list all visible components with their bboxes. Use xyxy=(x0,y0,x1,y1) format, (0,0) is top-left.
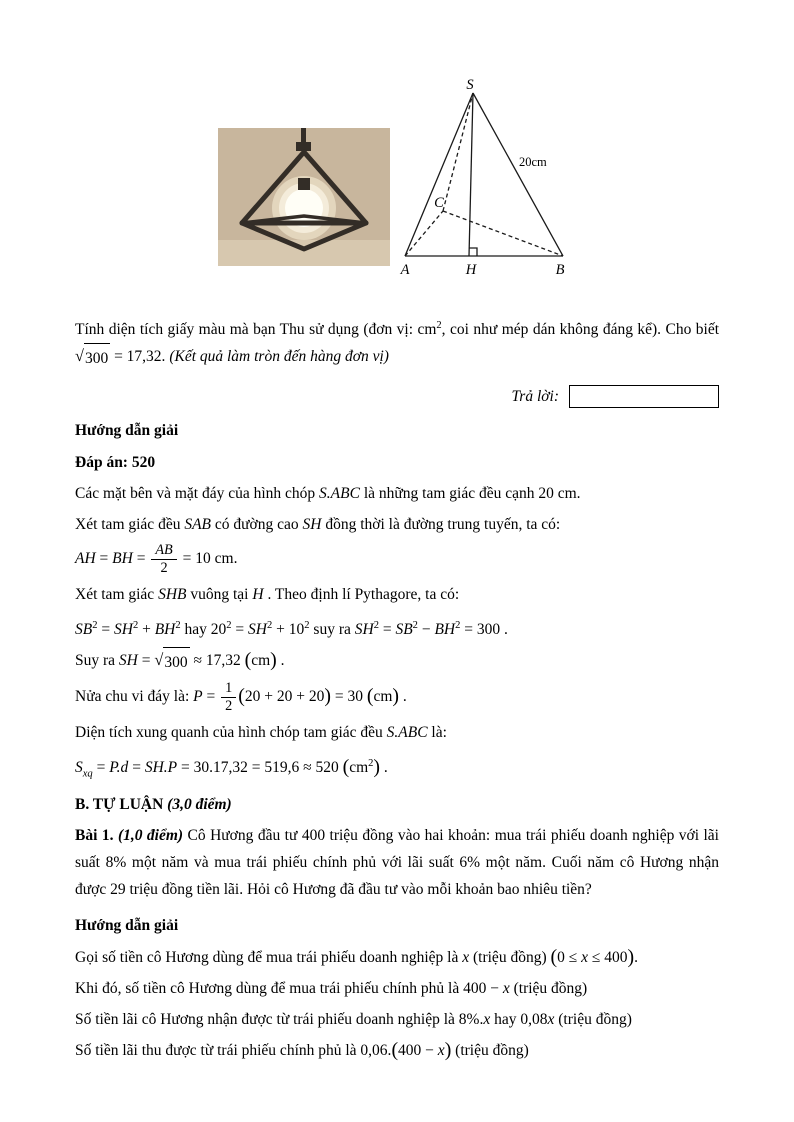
question-text: Tính diện tích giấy màu mà bạn Thu sử dụng (đơn vị: $cm^2$, coi như mép dán không đáng kể). Cho biết √ 300 = 17,32. (Kết quả làm tròn đến hàng đơn vị) xyxy=(75,312,719,372)
pyramid-label-s: S xyxy=(466,78,474,93)
bai1-solution-line-1: Gọi số tiền cô Hương dùng để mua trái phiếu doanh nghiệp là x (triệu đồng) (0 ≤ x ≤ 400). xyxy=(75,945,638,968)
answer-input-box[interactable] xyxy=(569,385,719,408)
section-b-heading: B. TỰ LUẬN (3,0 điểm) xyxy=(75,795,232,813)
pyramid-label-c: C xyxy=(434,195,444,211)
figure-area xyxy=(75,0,719,302)
bai1-solution-line-4: Số tiền lãi thu được từ trái phiếu chính phủ là 0,06.(400 − x) (triệu đồng) xyxy=(75,1038,529,1061)
solution-line-5: $SB^2 = SH^2 + BH^2$ hay $20^2 = SH^2 + 10^2$ suy ra $SH^2 = SB^2 - BH^2 = 300$ . xyxy=(75,619,508,638)
solution-line-2: Xét tam giác đều SAB có đường cao SH đồng thời là đường trung tuyến, ta có: xyxy=(75,516,561,534)
solution-heading-1: Hướng dẫn giải xyxy=(75,422,179,440)
pyramid-label-b: B xyxy=(555,262,565,278)
answer-row xyxy=(75,385,719,408)
right-angle-mark xyxy=(469,248,477,256)
solution-heading-2: Hướng dẫn giải xyxy=(75,916,179,934)
pyramid-hidden-edges xyxy=(405,93,563,256)
solution-line-3: AH = BH = $\frac{AB}{2}$ = 10 cm. xyxy=(75,542,238,576)
pyramid-diagram xyxy=(397,78,577,283)
solution-line-6: Suy ra SH = √ 300 ≈ 17,32 (cm) . xyxy=(75,647,719,676)
lamp-photo xyxy=(218,128,390,266)
bai1-solution-line-3: Số tiền lãi cô Hương nhận được từ trái phiếu doanh nghiệp là 8%.x hay 0,08x (triệu đồng) xyxy=(75,1010,632,1028)
pyramid-edge-length-label: 20cm xyxy=(519,155,547,169)
pyramid-label-a: A xyxy=(400,262,410,278)
bai1-solution-line-2: Khi đó, số tiền cô Hương dùng để mua trái phiếu chính phủ là 400 − x (triệu đồng) xyxy=(75,979,588,997)
solution-line-9: $S_{xq} = P.d = SH.P = 30.17,32 = 519,6 \approx 520$ $(cm^2)$ . xyxy=(75,755,388,779)
solution-line-7: Nửa chu vi đáy là: P = $\frac{1}{2}$ (20 + 20 + 20) = 30 (cm) . xyxy=(75,679,407,714)
answer-label: Trả lời: xyxy=(511,387,559,405)
bai1-text: Bài 1. (1,0 điểm) Cô Hương đầu tư 400 triệu đồng vào hai khoản: mua trái phiếu doanh nghiệp với lãi suất 8% một năm và mua trái phiếu chính phủ với lãi suất 6% một năm. Cuối năm cô Hương nhận được 29 triệu đồng tiền lãi. Hỏi cô Hương đã đầu tư vào mỗi khoản bao nhiêu tiền? xyxy=(75,826,719,898)
pyramid-label-h: H xyxy=(465,262,477,278)
answer-value-line: Đáp án: 520 xyxy=(75,454,156,472)
light-bulb xyxy=(272,176,336,240)
pyramid-edges xyxy=(405,93,563,256)
solution-line-1: Các mặt bên và mặt đáy của hình chóp S.ABC là những tam giác đều cạnh 20 cm. xyxy=(75,485,581,503)
solution-line-4: Xét tam giác SHB vuông tại H . Theo định lí Pythagore, ta có: xyxy=(75,585,460,603)
solution-line-8: Diện tích xung quanh của hình chóp tam giác đều S.ABC là: xyxy=(75,723,447,741)
